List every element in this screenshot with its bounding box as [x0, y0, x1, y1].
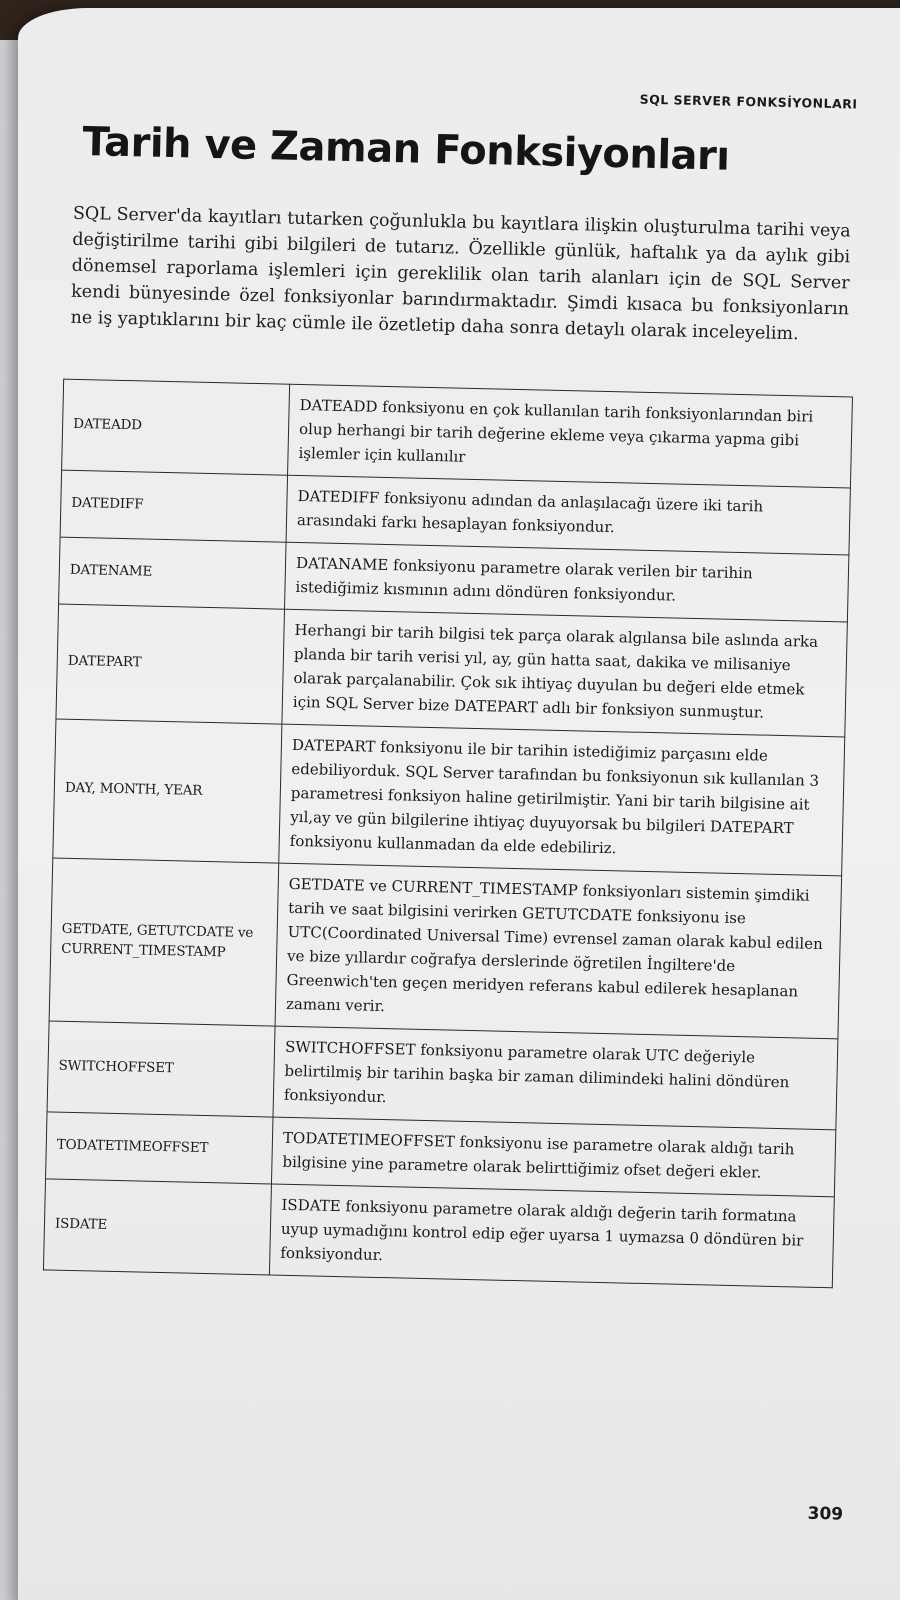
table-row	[47, 1021, 838, 1130]
function-name: ISDATE	[43, 1179, 271, 1275]
book-page	[18, 8, 900, 1600]
page-number: 309	[807, 1503, 844, 1525]
function-name: GETDATE, GETUTCDATE ve CURRENT_TIMESTAMP	[49, 858, 279, 1026]
table-row	[62, 379, 853, 488]
table-row	[43, 1179, 834, 1288]
function-description: DATEDIFF fonksiyonu adından da anlaşılacağı üzere iki tarih arasındaki farkı hesaplayan fonksiyondur.	[286, 475, 850, 555]
function-name: SWITCHOFFSET	[47, 1021, 275, 1117]
function-description: TODATETIMEOFFSET fonksiyonu ise parametre olarak aldığı tarih bilgisine yine parametre olarak belirttiğimiz ofset değeri ekler.	[271, 1117, 835, 1197]
function-description: GETDATE ve CURRENT_TIMESTAMP fonksiyonları sistemin şimdiki tarih ve saat bilgisini verirken GETUTCDATE fonksiyonu ise UTC(Coordinated Universal Time) evrensel zaman olarak kabul edilen ve bize yıllardır coğrafya derslerinde öğretilen İngiltere'de Greenwich'ten geçen meridyen referans kabul edilerek hesaplanan zamanı verir.	[275, 863, 842, 1039]
function-description: ISDATE fonksiyonu parametre olarak aldığı değerin tarih formatına uyup uymadığını kontrol edip eğer uyarsa 1 uymazsa 0 döndüren bir fonksiyondur.	[269, 1184, 834, 1288]
functions-table	[43, 379, 853, 1289]
function-description: DATANAME fonksiyonu parametre olarak verilen bir tarihin istediğimiz kısmının adını döndüren fonksiyondur.	[285, 542, 849, 622]
function-description: Herhangi bir tarih bilgisi tek parça olarak algılansa bile aslında arka planda bir tarih verisi yıl, ay, gün hatta saat, dakika ve milisaniye olarak parçalanabilir. Çok sık ihtiyaç duyulan bu değeri elde etmek için SQL Server bize DATEPART adlı bir fonksiyon sunmuştur.	[282, 609, 847, 737]
function-description: DATEPART fonksiyonu ile bir tarihin istediğimiz parçasını elde edebiliyorduk. SQL Server tarafından bu fonksiyonun sık kullanılan 3 parametresi fonksiyon haline getirilmiştir. Yani bir tarih bilgisine ait yıl,ay ve gün bilgilerine ihtiyaç duyuyorsak bu bilgileri DATEPART fonksiyonu kullanmadan da elde edebiliriz.	[279, 724, 845, 876]
function-name: DATEDIFF	[60, 470, 287, 542]
function-name: DATEPART	[56, 604, 285, 724]
function-name: DAY, MONTH, YEAR	[53, 719, 282, 863]
table-row	[49, 858, 841, 1039]
section-title: Tarih ve Zaman Fonksiyonları	[82, 118, 731, 180]
table-row	[56, 604, 847, 737]
intro-paragraph: SQL Server'da kayıtları tutarken çoğunlukla bu kayıtlara ilişkin oluşturulma tarihi veya değiştirilme tarihi gibi bilgileri de tutarız. Özellikle günlük, haftalık ya da aylık gibi dönemsel raporlama işlemleri için gereklilik olan tarih alanları için de SQL Server kendi bünyesinde özel fonksiyonlar barındırmaktadır. Şimdi kısaca bu fonksiyonların ne iş yaptıklarını bir kaç cümle ile özetletip daha sonra detaylı olarak inceleyelim.	[70, 203, 851, 344]
running-head: SQL SERVER FONKSİYONLARI	[639, 91, 858, 112]
function-description: SWITCHOFFSET fonksiyonu parametre olarak UTC değeriyle belirtilmiş bir tarihin başka bir zaman dilimindeki halini döndüren fonksiyondur.	[273, 1026, 838, 1130]
table-row	[53, 719, 845, 876]
page-content	[40, 78, 870, 1525]
function-description: DATEADD fonksiyonu en çok kullanılan tarih fonksiyonlarından biri olup herhangi bir tarih değerine ekleme veya çıkarma yapma gibi işlemler için kullanılır	[288, 384, 853, 488]
function-name: DATEADD	[62, 379, 290, 475]
function-name: TODATETIMEOFFSET	[46, 1112, 273, 1184]
function-name: DATENAME	[59, 537, 286, 609]
